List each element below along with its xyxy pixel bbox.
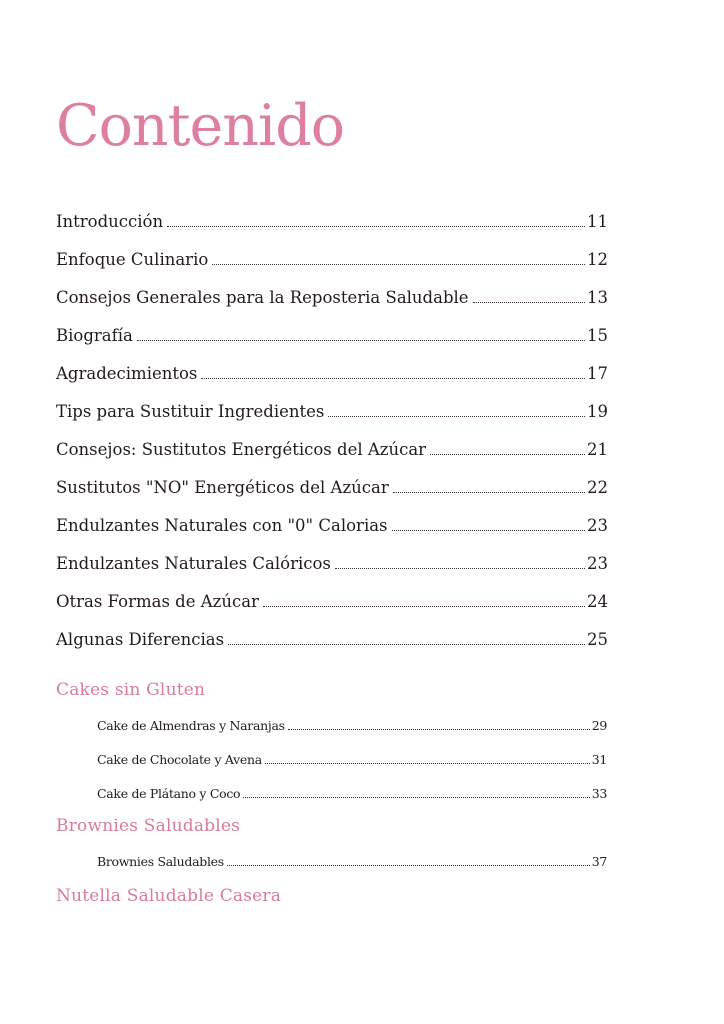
dot-leader [227,865,590,866]
dot-leader [265,763,590,764]
toc-entry-page: 15 [587,326,608,345]
section-heading-brownies: Brownies Saludables [56,816,241,836]
toc-subentry-label: Brownies Saludables [97,854,224,869]
dot-leader [263,606,585,607]
toc-subentry-label: Cake de Chocolate y Avena [97,752,262,767]
toc-subentry [97,743,607,777]
dot-leader [137,340,585,341]
toc-entry [56,621,608,659]
dot-leader [430,454,585,455]
toc-entry [56,203,608,241]
toc-entry-page: 24 [587,592,608,611]
toc-entry-label: Tips para Sustituir Ingredientes [56,402,325,421]
page-title: Contenido [56,93,345,159]
section-heading-cakes: Cakes sin Gluten [56,680,206,700]
toc-entry-page: 13 [587,288,608,307]
toc-entry-label: Endulzantes Naturales Calóricos [56,554,331,573]
toc-entry-label: Introducción [56,212,164,231]
dot-leader [288,729,590,730]
toc-subentry-label: Cake de Almendras y Naranjas [97,718,285,733]
section-list-cakes [97,709,607,811]
toc-main-list [56,203,608,659]
dot-leader [212,264,585,265]
toc-subentry [97,777,607,811]
toc-entry-page: 22 [587,478,608,497]
toc-entry-page: 17 [587,364,608,383]
toc-entry-page: 23 [587,516,608,535]
toc-entry [56,241,608,279]
section-list-brownies [97,845,607,879]
toc-entry-page: 19 [587,402,608,421]
toc-entry-page: 25 [587,630,608,649]
toc-entry [56,431,608,469]
dot-leader [393,492,585,493]
toc-entry-label: Endulzantes Naturales con "0" Calorias [56,516,388,535]
toc-entry [56,583,608,621]
toc-entry-label: Otras Formas de Azúcar [56,592,259,611]
toc-entry [56,355,608,393]
toc-entry [56,545,608,583]
toc-subentry-page: 29 [591,718,607,733]
toc-entry-label: Enfoque Culinario [56,250,209,269]
dot-leader [201,378,585,379]
toc-entry-page: 11 [587,212,608,231]
toc-entry [56,469,608,507]
section-heading-nutella: Nutella Saludable Casera [56,886,282,906]
toc-subentry-page: 31 [591,752,607,767]
toc-entry-label: Biografía [56,326,133,345]
dot-leader [328,416,585,417]
toc-entry-label: Consejos Generales para la Reposteria Saludable [56,288,469,307]
toc-entry-label: Consejos: Sustitutos Energéticos del Azúcar [56,440,427,459]
dot-leader [243,797,589,798]
dot-leader [335,568,585,569]
toc-entry-label: Sustitutos "NO" Energéticos del Azúcar [56,478,389,497]
dot-leader [473,302,585,303]
toc-entry-page: 23 [587,554,608,573]
dot-leader [228,644,585,645]
toc-subentry-page: 37 [591,854,607,869]
toc-entry [56,279,608,317]
toc-subentry [97,845,607,879]
toc-subentry [97,709,607,743]
toc-entry-label: Agradecimientos [56,364,198,383]
toc-entry-page: 12 [587,250,608,269]
dot-leader [392,530,585,531]
toc-subentry-page: 33 [591,786,607,801]
toc-entry-label: Algunas Diferencias [56,630,225,649]
dot-leader [167,226,585,227]
toc-entry [56,393,608,431]
toc-subentry-label: Cake de Plátano y Coco [97,786,241,801]
toc-entry-page: 21 [587,440,608,459]
toc-entry [56,317,608,355]
toc-entry [56,507,608,545]
